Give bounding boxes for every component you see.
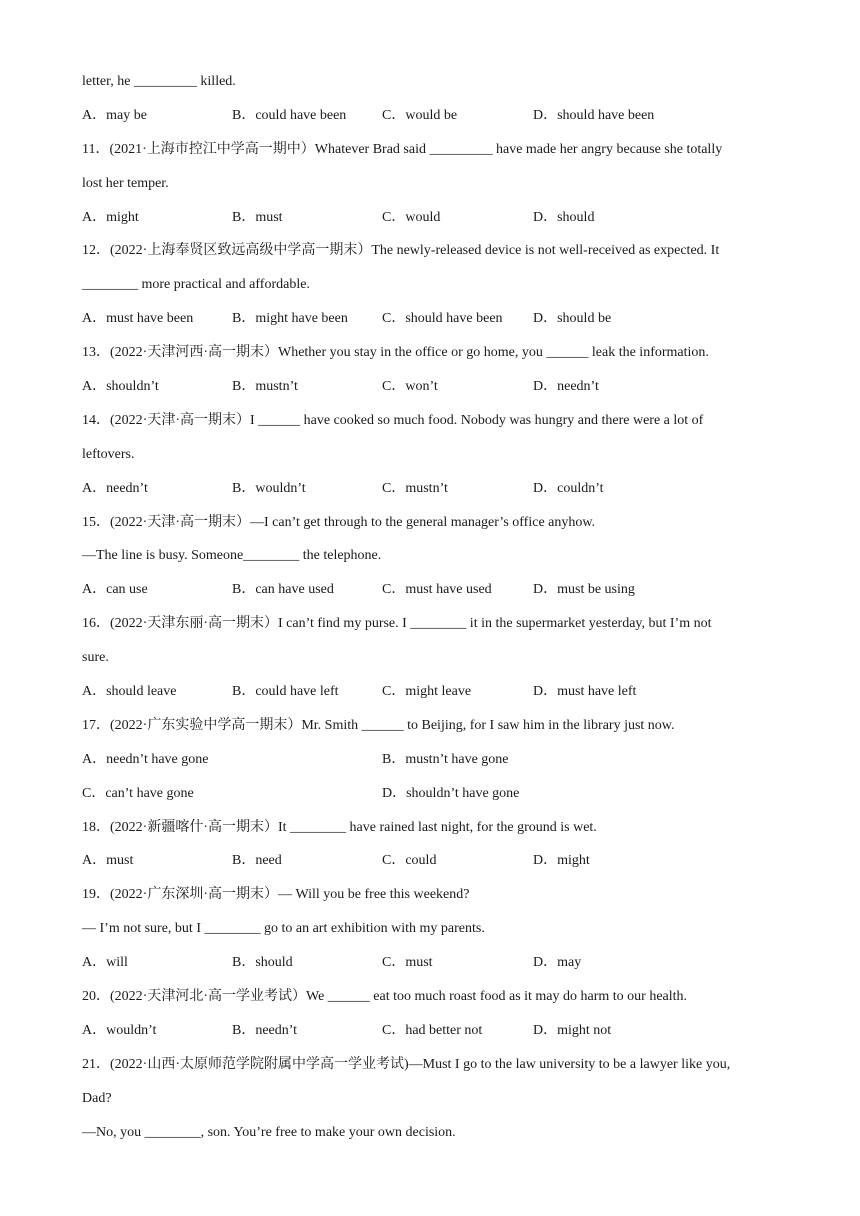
option-b: B．could have left xyxy=(232,684,339,700)
option-c: C．must have used xyxy=(382,582,492,598)
option-c: C．can’t have gone xyxy=(82,785,194,801)
option-d: D．might not xyxy=(533,1022,612,1038)
option-c: C．had better not xyxy=(382,1022,483,1038)
option-a: A．shouldn’t xyxy=(82,379,159,395)
option-b: B．can have used xyxy=(232,582,334,598)
option-b: B．wouldn’t xyxy=(232,480,306,496)
option-d: D．shouldn’t have gone xyxy=(382,785,520,801)
answer-options xyxy=(82,302,792,336)
option-b: B．must xyxy=(232,209,283,225)
option-c: C．must xyxy=(382,955,433,971)
option-c: C．would xyxy=(382,209,441,225)
question-17-stem: 17．(2022·广东实验中学高一期末）Mr. Smith ______ to Beijing, for I saw him in the library just now. xyxy=(82,717,675,733)
question-21-stem: 21．(2022·山西·太原师范学院附属中学高一学业考试)—Must I go to the law university to be a lawyer like you, xyxy=(82,1056,731,1072)
option-a: A．needn’t xyxy=(82,480,148,496)
answer-options xyxy=(82,201,792,235)
option-c: C．would be xyxy=(382,107,458,123)
option-b: B．could have been xyxy=(232,107,347,123)
question-14-stem: 14．(2022·天津·高一期末）I ______ have cooked so much food. Nobody was hungry and there were a lot of xyxy=(82,412,704,428)
answer-options xyxy=(82,573,792,607)
option-a: A．may be xyxy=(82,107,147,123)
question-15-stem: 15．(2022·天津·高一期末）—I can’t get through to the general manager’s office anyhow. xyxy=(82,514,596,530)
answer-options xyxy=(82,946,792,980)
answer-options xyxy=(82,844,792,878)
answer-options xyxy=(82,370,792,404)
option-a: A．should leave xyxy=(82,684,177,700)
option-c: C．should have been xyxy=(382,311,503,327)
answer-options xyxy=(82,743,792,777)
option-d: D．may xyxy=(533,955,582,971)
option-b: B．needn’t xyxy=(232,1022,298,1038)
question-text-line: Dad? xyxy=(82,1090,112,1106)
option-d: D．couldn’t xyxy=(533,480,604,496)
option-a: A．might xyxy=(82,209,139,225)
option-c: C．could xyxy=(382,853,437,869)
question-20-stem: 20．(2022·天津河北·高一学业考试）We ______ eat too much roast food as it may do harm to our health. xyxy=(82,989,688,1005)
answer-options xyxy=(82,777,792,811)
answer-options xyxy=(82,1014,792,1048)
question-text-line: leftovers. xyxy=(82,446,135,462)
option-d: D．must be using xyxy=(533,582,635,598)
option-a: A．wouldn’t xyxy=(82,1022,157,1038)
question-text-line: —The line is busy. Someone________ the telephone. xyxy=(82,548,382,564)
option-a: A．must xyxy=(82,853,134,869)
option-b: B．need xyxy=(232,853,282,869)
option-d: D．needn’t xyxy=(533,379,599,395)
question-11-stem: 11．(2021·上海市控江中学高一期中）Whatever Brad said _________ have made her angry because she totally xyxy=(82,141,723,157)
answer-options xyxy=(82,99,792,133)
option-b: B．might have been xyxy=(232,311,348,327)
option-c: C．won’t xyxy=(382,379,438,395)
option-b: B．mustn’t have gone xyxy=(382,751,509,767)
option-a: A．will xyxy=(82,955,128,971)
option-d: D．should have been xyxy=(533,107,655,123)
option-d: D．might xyxy=(533,853,590,869)
question-12-stem: 12．(2022·上海奉贤区致远高级中学高一期末）The newly-released device is not well-received as expected. It xyxy=(82,243,720,259)
option-d: D．should be xyxy=(533,311,612,327)
answer-options xyxy=(82,472,792,506)
question-13-stem: 13．(2022·天津河西·高一期末）Whether you stay in the office or go home, you ______ leak the information. xyxy=(82,345,709,361)
option-d: D．must have left xyxy=(533,684,637,700)
option-c: C．mustn’t xyxy=(382,480,448,496)
option-a: A．can use xyxy=(82,582,148,598)
question-text-line: —No, you ________, son. You’re free to make your own decision. xyxy=(82,1124,456,1140)
document-page xyxy=(82,65,792,1150)
question-text-line: letter, he _________ killed. xyxy=(82,74,236,89)
question-16-stem: 16．(2022·天津东丽·高一期末）I can’t find my purse. I ________ it in the supermarket yesterday, but I’m not xyxy=(82,616,712,632)
option-a: A．needn’t have gone xyxy=(82,751,209,767)
question-19-stem: 19．(2022·广东深圳·高一期末）— Will you be free this weekend? xyxy=(82,887,470,903)
option-d: D．should xyxy=(533,209,595,225)
question-text-line: — I’m not sure, but I ________ go to an art exhibition with my parents. xyxy=(82,921,485,937)
question-text-line: lost her temper. xyxy=(82,175,169,191)
question-text-line: ________ more practical and affordable. xyxy=(82,277,310,293)
question-text-line: sure. xyxy=(82,650,109,666)
option-b: B．mustn’t xyxy=(232,379,298,395)
option-c: C．might leave xyxy=(382,684,472,700)
question-18-stem: 18．(2022·新疆喀什·高一期末）It ________ have rained last night, for the ground is wet. xyxy=(82,819,597,835)
option-b: B．should xyxy=(232,955,293,971)
option-a: A．must have been xyxy=(82,311,194,327)
answer-options xyxy=(82,675,792,709)
